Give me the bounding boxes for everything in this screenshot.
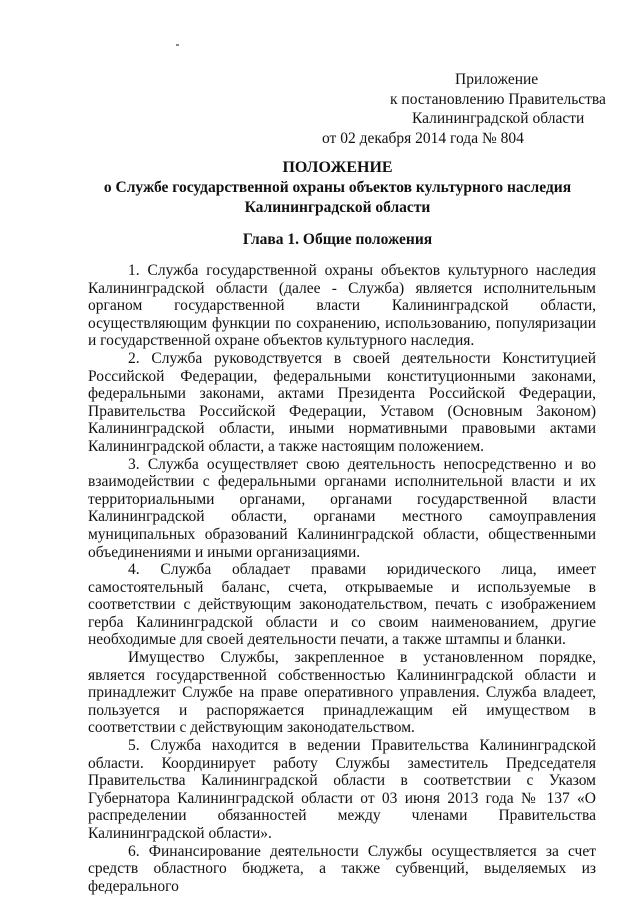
scan-artifact — [176, 44, 179, 46]
paragraph-4-property: Имущество Службы, закрепленное в установленном порядке, является государственной собственностью Калининградской области и принадлежит Службе на праве оперативного управления. Служба владеет, пользуется и распоряжается принадлежащим ей имуществом в соответствии с действующим законодательством. — [88, 649, 596, 737]
title-main: ПОЛОЖЕНИЕ — [282, 159, 393, 176]
paragraph-1: 1. Служба государственной охраны объектов культурного наследия Калининградской области (далее - Служба) является исполнительным органом государственной власти Калининградской области, осуществляющим функции по сохранению, использованию, популяризации и государственной охране объектов культурного наследия. — [88, 262, 596, 350]
appendix-line-4: от 02 декабря 2014 года № 804 — [322, 129, 524, 147]
paragraph-5: 5. Служба находится в ведении Правительства Калининградской области. Координирует работу Службы заместитель Председателя Правительства Калининградской области в соответствии с Указом Губернатора Калининградской области от 03 июня 2013 года № 137 «О распределении обязанностей между членами Правительства Калининградской области». — [88, 737, 596, 842]
document-body — [88, 262, 596, 895]
appendix-header — [300, 70, 610, 148]
appendix-line-2: к постановлению Правительства — [390, 90, 606, 108]
paragraph-6: 6. Финансирование деятельности Службы осуществляется за счет средств областного бюджета, а также субвенций, выделяемых из федерального — [88, 842, 596, 895]
paragraph-3: 3. Служба осуществляет свою деятельность непосредственно и во взаимодействии с федеральными органами исполнительной власти и их территориальными органами, органами государственной власти Калининградской области, органами местного самоуправления муниципальных образований Калининградской области, общественными объединениями и иными организациями. — [88, 455, 596, 561]
document-title — [80, 158, 595, 218]
appendix-line-1: Приложение — [455, 71, 539, 88]
title-sub-1: о Службе государственной охраны объектов культурного наследия — [103, 179, 572, 196]
paragraph-2: 2. Служба руководствуется в своей деятельности Конституцией Российской Федерации, федеральными конституционными законами, федеральными законами, актами Президента Российской Федерации, Правительства Российской Федерации, Уставом (Основным Законом) Калининградской области, иными нормативными правовыми актами Калининградской области, а также настоящим положением. — [88, 349, 596, 455]
paragraph-4: 4. Служба обладает правами юридического лица, имеет самостоятельный баланс, счета, открываемые и используемые в соответствии с действующим законодательством, печать с изображением герба Калининградской области и со своим наименованием, другие необходимые для своей деятельности печати, а также штампы и бланки. — [88, 561, 596, 649]
title-sub-2: Калининградской области — [244, 199, 431, 216]
appendix-line-3: Калининградской области — [412, 110, 585, 127]
chapter-heading: Глава 1. Общие положения — [242, 231, 433, 248]
